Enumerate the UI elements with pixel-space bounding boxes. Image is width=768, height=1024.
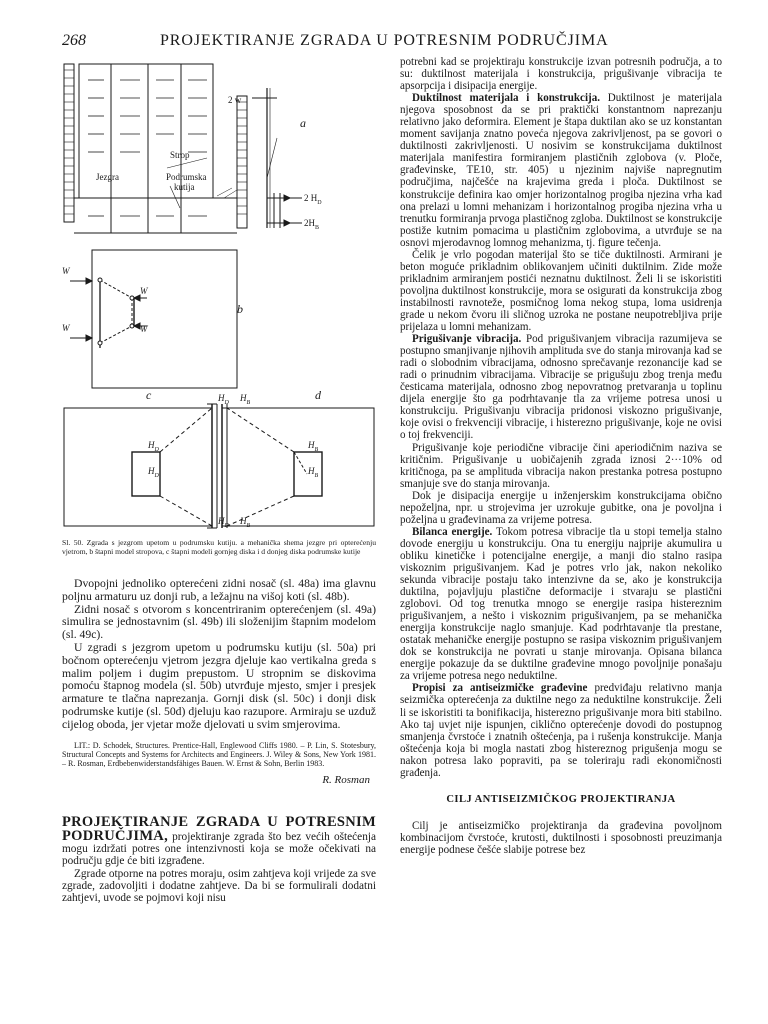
figure-caption: Sl. 50. Zgrada s jezgrom upetom u podrumsku kutiju. a mehanička shema jezgre pri opterećenju vjetrom, b štapni model stropova, c štapni modeli gornjeg diska i d donjeg diska podrumske kutije (62, 538, 376, 556)
label-2hd: 2 $H_D$ (304, 193, 322, 206)
literature: LIT.: D. Schodek, Structures. Prentice-Hall, Englewood Cliffs 1980. – P. Lin, S. Stotesbury, Structural Concepts and Systems for Architects and Engineers. J. Wiley & Sons, New York 1981. – R. Rosman, Erdbebenwiderstandsfähiges Bauen. W. Ernst & Sohn, Berlin 1983. (62, 740, 376, 769)
paragraph: Propisi za antiseizmičke građevine predviđaju relativno manja seizmička opterećenja za duktilne nego za neduktilne konstrukcije. Želi li se iskoristiti ta bonifikacija, histerezno prigušivanje mora biti stabilno. Ako taj uvjet nije ispunjen, ciklično opterećenje dovodi do postupnog smanjenja čvrstoće i znatnih oštećenja, pa i rušenja konstrukcije. Manja oštećenja koja bi mogla nastati zbog histereznog prigušenja mogu se nakon potresa lako popraviti, pa se toleriraju radi ekonomičnosti građenja. (400, 682, 722, 779)
label-c: c (146, 388, 152, 402)
paragraph: Čelik je vrlo pogodan materijal što se tiče duktilnosti. Armirani je beton moguće prikladnim oblikovanjem učiniti duktilnim. Zide može prikladnim armiranjem postići neznatnu duktilnost. Želi li se iskoristiti povoljna duktilnost konstrukcije, mora se osigurati da konstrukcija zbog instabilnosti ravnoteže, posmičnog loma nekog stupa, loma usidrenja grade u nekom čvoru ili sličnog uzroka ne postane neupotrebljiva prije prijelaza u lomni mehanizam. (400, 248, 722, 334)
label-2w: 2 w (228, 95, 242, 105)
label-kutija: kutija (174, 182, 195, 192)
left-column (62, 58, 376, 905)
paragraph: Zidni nosač s otvorom s koncentriranim opterećenjem (sl. 49a) simulira se jednostavnim (sl. 49b) ili složenijim štapnim modelom (sl. 49c). (62, 602, 376, 642)
running-title: PROJEKTIRANJE ZGRADA U POTRESNIM PODRUČJIMA (160, 32, 609, 49)
paragraph: Prigušivanje vibracija. Pod prigušivanjem vibracija razumijeva se postupno smanjivanje njihovih amplituda sve do stanja mirovanja kad se radi o slobodnim vibracijama, odnosno sprečavanje rezonancije kad se radi o prinudnim vibracijama. Vibracije se prigušuju zbog trenja među česticama materijala, odnosno zbog nepovratnog pretvaranja u toplinu dijela energije što ga podrhtavanje tla za vrijeme potresa unosi u konstrukciju. Prigušivanju vibracija pridonosi viskozno prigušivanje, koje ovisi o frekvenciji vibracije, i histerezno prigušivanje, koje ne ovisi o toj frekvenciji. (400, 333, 723, 442)
label-d: d (315, 388, 321, 402)
center-heading: CILJ ANTISEIZMIČKOG PROJEKTIRANJA (446, 793, 676, 805)
run-in-heading: Bilanca energije. (412, 525, 493, 538)
paragraph: U zgradi s jezgrom upetom u podrumsku kutiju (sl. 50a) pri bočnom opterećenju vjetrom jezgra djeluje kao vertikalna greda s malim poljem i dugim prepustom. U stropnim se diskovima pomoću štapnog modela (sl. 50b) utvrđuje mjesto, smjer i presjek armature te tlačna naprezanja. Gornji disk (sl. 50c) i donji disk podrumske kutije (sl. 50d) djeluju kao razupore. Armiraju se uzduž cijelog oboda, jer vjetar može djelovati u svim smjerovima. (62, 640, 376, 731)
figure-50 (62, 58, 376, 530)
label-podrumska: Podrumska (166, 172, 207, 182)
left-body (62, 578, 376, 732)
page-header (0, 32, 768, 54)
panel-a-drawing (64, 64, 302, 233)
label-w-bottom: W (62, 323, 70, 333)
paragraph: Cilj je antiseizmičko projektiranja da građevina povoljnom kombinacijom čvrstoće, krutosti, duktilnosti i sposobnosti preuzimanja energije podnese češće slabije potrese bez (400, 819, 722, 856)
label-w-inner-top: W (140, 286, 148, 296)
panel-c-drawing (64, 404, 217, 528)
panel-b-drawing (70, 250, 237, 388)
label-b: b (237, 302, 243, 316)
right-column (400, 56, 722, 856)
run-in-heading: Prigušivanje vibracija. (412, 333, 522, 346)
paragraph: Duktilnost materijala i konstrukcija. Duktilnost je materijala njegova sposobnost da se pri praktički konstantnom naprezanju relativno jako deformira. Element je štapa duktilan ako se uz konstantan moment savijanja znatno poveća njegova zakrivljenost, pa se govori o duktilnosti zakrivljenosti. U nosivim se konstrukcijama duktilnost materijala manifestira formiranjem plastičnih zglobova (v. Ploče, građevinske, TE10, str. 405) u njezinim najviše napregnutim područjima, najčešće na krajevima greda i ploča. Duktilnost se konstrukcije definira kao omjer horizontalnog progiba njezina vrha kad ona prelazi u lomni mehanizam i horizontalnog progiba njezina vrha u trenutku formiranja prvoga plastičnog zgloba. Duktilnost se konstrukcije postiže kutnim pomacima u plastičnim zglobovima, a utvrđuje se na osnovi mjerodavnog lomnog mehanizma, tj. figure tečenja. (400, 92, 723, 249)
label-hb-bottom: $H_B$ (240, 516, 251, 529)
paragraph: Dvopojni jednoliko opterećeni zidni nosač (sl. 48a) ima glavnu poljnu armaturu uz donji rub, a ležajnu na višoj koti (sl. 48b). (62, 577, 376, 603)
figure-drawing (62, 58, 376, 530)
label-hb-d2: $H_B$ (308, 466, 319, 479)
paragraph: Dok je disipacija energije u inženjerskim konstrukcijama obično nepoželjna, npr. u strojevima jer uzrokuje gubitke, ona je povoljna i poželjna u građevinama za vrijeme potresa. (400, 489, 722, 526)
label-jezgra: Jezgra (96, 172, 119, 182)
paragraph: potrebni kad se projektiraju konstrukcije izvan potresnih područja, a to su: duktilnost materijala i konstrukcija, prigušivanje vibracija te apsorpcija i disipacija energije. (400, 56, 722, 93)
paragraph: Zgrade otporne na potres moraju, osim zahtjeva koji vrijede za sve zgrade, zadovoljiti i dodatne zahtjeve. Da bi se formulirali dodatni zahtjevi, uvode se pojmovi koji nisu (62, 867, 376, 905)
section-heading: PROJEKTIRANJE ZGRADA U POTRESNIM PODRUČJIMA, (62, 814, 376, 844)
author: R. Rosman (322, 774, 370, 787)
label-hd-c1: $H_D$ (148, 440, 159, 453)
label-hb-top: $H_B$ (240, 393, 251, 406)
paragraph: Prigušivanje koje periodične vibracije čini aperiodičnim naziva se kritičnim. Prigušivanje u uobičajenih zgrada iznosi 2···10% od kritičnoga, pa se amplituda vibracija nakon prestanka potresa postupno smanjuje sve do stanja mirovanja. (400, 441, 722, 490)
paragraph: Bilanca energije. Tokom potresa vibracije tla u stopi temelja stalno dovode energiju u konstrukciju. Ona tu energiju najprije akumulira u obliku kinetičke i potencijalne energije, a manji dio stalno rasipa viskoznim prigušivanjem. Kad je potres vrlo jak, nakon nekoliko sekunda vibracije postaju tako intenzivne da se, ako je konstrukcija duktilna, pojavljuju plastične deformacije i stvaraju se plastični zglobovi. Od tog trenutka mnogo se energije rasipa histereznim prigušivanjem, a nešto i viskoznim prigušivanjem, pa se mehanička energija konstrukcije naglo smanjuje. Kad podrhtavanje tla prestane, ostatak mehaničke energije postupno se rasipa viskoznim prigušivanjem dok se konstrukcija ne povrati u stanje mirovanja. Opisana bilanca energije pokazuje da se duktilne građevine mnogo povoljnije ponašaju za vrijeme potresa nego neduktilne. (400, 525, 723, 683)
label-hd-bottom: $H_D$ (218, 516, 229, 529)
label-2hb: $2H_B$ (304, 218, 320, 231)
section-intro: projektiranje zgrada što bez većih oštećenja mogu izdržati potres one intenzivnosti koja se može očekivati na području gdje će biti izgrađene. (62, 830, 376, 868)
label-a: a (300, 116, 306, 130)
page-number: 268 (62, 32, 86, 49)
label-strop: Strop (170, 150, 190, 160)
run-in-heading: Propisi za antiseizmičke građevine (412, 682, 588, 695)
run-in-heading: Duktilnost materijala i konstrukcija. (412, 92, 600, 105)
panel-d-drawing (222, 404, 374, 528)
label-hd-c2: $H_D$ (148, 466, 159, 479)
label-w-top: W (62, 266, 70, 276)
label-hd-top: $H_D$ (218, 393, 229, 406)
section-start (62, 816, 376, 904)
label-w-inner-bottom: W (140, 324, 148, 334)
label-hb-d1: $H_B$ (308, 440, 319, 453)
